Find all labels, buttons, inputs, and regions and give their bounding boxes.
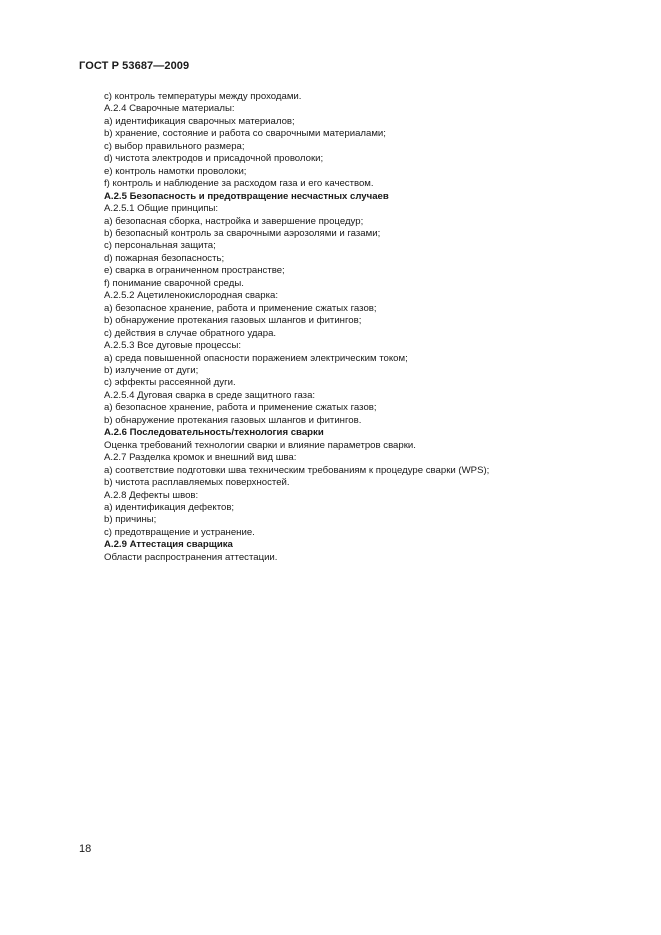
document-header: ГОСТ Р 53687—2009 <box>79 60 190 72</box>
section-heading: А.2.5 Безопасность и предотвращение несчастных случаев <box>104 190 389 202</box>
text-line: a) идентификация сварочных материалов; <box>104 115 295 127</box>
text-line: c) контроль температуры между проходами. <box>104 91 302 102</box>
page-number: 18 <box>79 843 92 855</box>
text-line: f) контроль и наблюдение за расходом газа и его качеством. <box>104 178 374 190</box>
text-line: А.2.5.4 Дуговая сварка в среде защитного газа: <box>104 389 316 401</box>
text-line: А.2.5.2 Ацетиленокислородная сварка: <box>104 290 279 302</box>
text-line: d) чистота электродов и присадочной проволоки; <box>104 153 324 165</box>
text-line: a) безопасное хранение, работа и применение сжатых газов; <box>104 402 377 414</box>
text-line: e) сварка в ограниченном пространстве; <box>104 265 285 277</box>
text-line: a) идентификация дефектов; <box>104 501 235 513</box>
text-line: c) персональная защита; <box>104 240 216 252</box>
text-line: e) контроль намотки проволоки; <box>104 165 247 177</box>
text-line: a) безопасная сборка, настройка и завершение процедур; <box>104 215 364 227</box>
text-line: a) соответствие подготовки шва техническим требованиям к процедуре сварки (WPS); <box>104 464 490 476</box>
section-heading: А.2.9 Аттестация сварщика <box>104 539 233 551</box>
text-line: a) среда повышенной опасности поражением электрическим током; <box>104 352 408 364</box>
text-line: b) чистота расплавляемых поверхностей. <box>104 477 290 489</box>
text-line: c) выбор правильного размера; <box>104 140 245 152</box>
text-line: c) предотвращение и устранение. <box>104 526 255 538</box>
document-body <box>104 91 624 564</box>
text-line: Области распространения аттестации. <box>104 551 278 563</box>
text-line: b) излучение от дуги; <box>104 364 199 376</box>
text-line: c) эффекты рассеянной дуги. <box>104 377 236 389</box>
text-line: b) причины; <box>104 514 157 526</box>
text-line: d) пожарная безопасность; <box>104 252 225 264</box>
text-line: А.2.8 Дефекты швов: <box>104 489 199 501</box>
text-line: А.2.5.3 Все дуговые процессы: <box>104 340 242 352</box>
text-line: f) понимание сварочной среды. <box>104 277 244 289</box>
text-line: А.2.5.1 Общие принципы: <box>104 203 219 215</box>
text-line: b) хранение, состояние и работа со сварочными материалами; <box>104 128 386 140</box>
text-line: b) безопасный контроль за сварочными аэрозолями и газами; <box>104 227 381 239</box>
text-line: b) обнаружение протекания газовых шлангов и фитингов. <box>104 414 362 426</box>
text-line: a) безопасное хранение, работа и применение сжатых газов; <box>104 302 377 314</box>
text-line: А.2.4 Сварочные материалы: <box>104 103 235 115</box>
text-line: А.2.7 Разделка кромок и внешний вид шва: <box>104 452 297 464</box>
text-line: c) действия в случае обратного удара. <box>104 327 277 339</box>
text-line: Оценка требований технологии сварки и влияние параметров сварки. <box>104 439 416 451</box>
text-line: b) обнаружение протекания газовых шлангов и фитингов; <box>104 315 362 327</box>
section-heading: А.2.6 Последовательность/технология сварки <box>104 427 324 439</box>
